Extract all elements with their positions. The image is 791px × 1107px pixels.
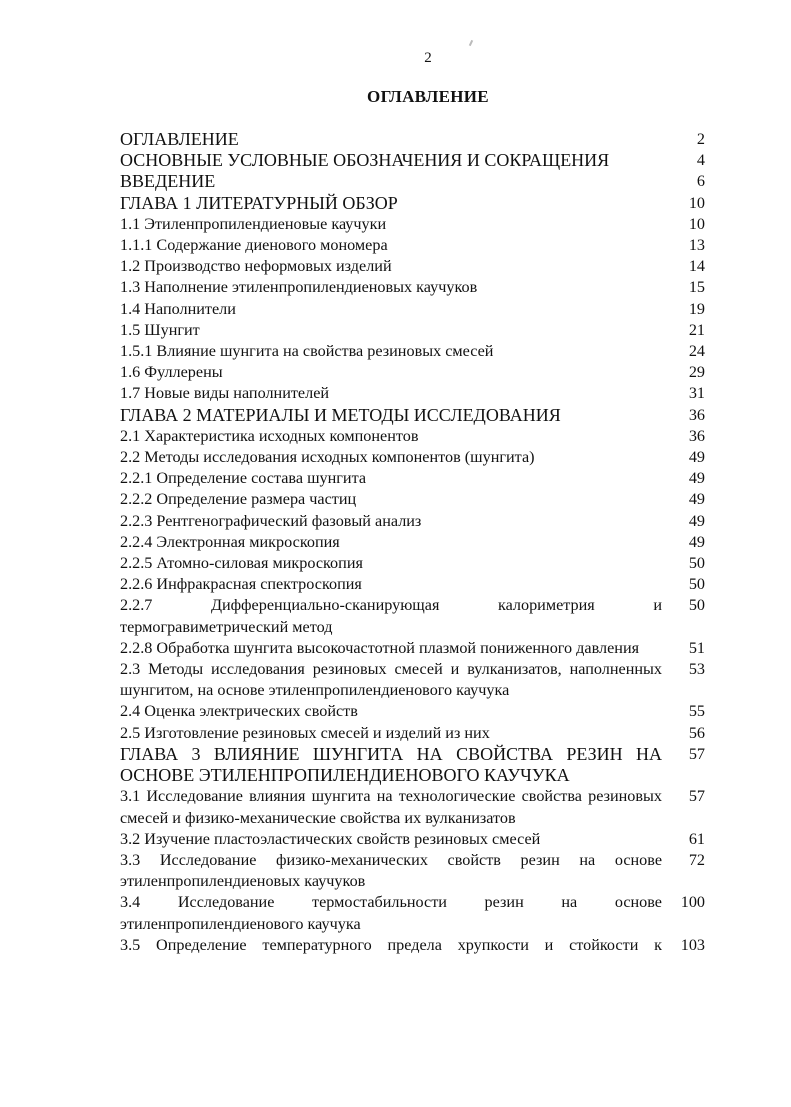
toc-entry [120, 511, 705, 532]
toc-entry [120, 850, 705, 892]
toc-entry [120, 723, 705, 744]
toc-entry-page: 49 [688, 469, 705, 488]
toc-entry-label: 1.3 Наполнение этиленпропилендиеновых каучуков [120, 278, 478, 297]
toc-entry-page: 56 [688, 723, 705, 742]
toc-entry [120, 256, 705, 277]
toc-entry [120, 235, 705, 256]
toc-entry-page: 6 [696, 172, 705, 191]
toc-entry [120, 277, 705, 298]
toc-entry [120, 341, 705, 362]
toc-entry-page: 31 [688, 384, 705, 403]
toc-entry-label: 3.3 Исследование физико-механических свойств резин на основе этиленпропилендиеновых каучуков [120, 850, 662, 891]
toc-entry-label: ГЛАВА 2 МАТЕРИАЛЫ И МЕТОДЫ ИССЛЕДОВАНИЯ [120, 404, 561, 425]
toc-entry-label: 1.6 Фуллерены [120, 363, 223, 382]
toc-entry [120, 426, 705, 447]
toc-entry [120, 299, 705, 320]
toc-entry-page: 100 [680, 893, 705, 912]
toc-entry-page: 72 [688, 850, 705, 869]
toc-entry [120, 405, 705, 426]
toc-entry-label: ОСНОВНЫЕ УСЛОВНЫЕ ОБОЗНАЧЕНИЯ И СОКРАЩЕНИЯ [120, 150, 610, 171]
toc-entry [120, 214, 705, 235]
toc-entry-label: 3.1 Исследование влияния шунгита на технологические свойства резиновых смесей и физико-механические свойства их вулканизатов [120, 787, 662, 827]
toc-entry [120, 553, 705, 574]
toc-entry [120, 320, 705, 341]
toc-entry-label: 2.2.1 Определение состава шунгита [120, 469, 367, 488]
toc-entry [120, 171, 705, 192]
toc-entry-label: 2.2.5 Атомно-силовая микроскопия [120, 554, 363, 573]
toc-entry-page: 50 [688, 554, 705, 573]
toc-entry [120, 447, 705, 468]
toc-entry-label: 1.5.1 Влияние шунгита на свойства резиновых смесей [120, 342, 494, 361]
page-title: ОГЛАВЛЕНИЕ [367, 87, 489, 106]
toc-entry-label: 3.2 Изучение пластоэластических свойств резиновых смесей [120, 829, 541, 848]
toc-entry-label: 2.2.3 Рентгенографический фазовый анализ [120, 511, 422, 530]
toc-entry [120, 935, 705, 956]
toc-entry-page: 2 [696, 130, 705, 148]
toc-entry-page: 4 [696, 151, 705, 170]
toc-entry-label: ГЛАВА 3 ВЛИЯНИЕ ШУНГИТА НА СВОЙСТВА РЕЗИН НА ОСНОВЕ ЭТИЛЕНПРОПИЛЕНДИЕНОВОГО КАУЧУКА [120, 743, 662, 786]
toc-entry-label: ОГЛАВЛЕНИЕ [120, 129, 239, 149]
toc-entry-page: 57 [688, 787, 705, 806]
toc-entry [120, 701, 705, 722]
toc-entry [120, 744, 705, 786]
toc-entry [120, 595, 705, 637]
toc-entry-label: 2.5 Изготовление резиновых смесей и изделий из них [120, 723, 490, 742]
toc-entry-page: 36 [688, 405, 705, 424]
toc-entry-page: 50 [688, 575, 705, 594]
toc-entry-page: 61 [688, 829, 705, 848]
scan-artifact [469, 40, 473, 46]
toc-entry-page: 15 [688, 278, 705, 297]
page-number: 2 [424, 50, 432, 66]
toc-entry-page: 49 [688, 532, 705, 551]
toc-entry-label: ВВЕДЕНИЕ [120, 171, 216, 192]
toc-entry [120, 362, 705, 383]
toc-entry-label: 2.2.4 Электронная микроскопия [120, 532, 340, 551]
toc-entry-label: 2.2.2 Определение размера частиц [120, 490, 357, 509]
toc-entry-page: 13 [688, 236, 705, 255]
toc-entry-label: 3.4 Исследование термостабильности резин на основе этиленпропилендиенового каучука [120, 893, 662, 933]
toc-entry-label: 2.1 Характеристика исходных компонентов [120, 426, 419, 445]
toc-entry-label: 2.2 Методы исследования исходных компонентов (шунгита) [120, 448, 535, 467]
toc-entry-label: 1.7 Новые виды наполнителей [120, 384, 330, 403]
table-of-contents [120, 129, 705, 956]
toc-entry-label: ГЛАВА 1 ЛИТЕРАТУРНЫЙ ОБЗОР [120, 192, 398, 213]
toc-entry-page: 21 [688, 320, 705, 339]
toc-entry-label: 1.4 Наполнители [120, 299, 236, 318]
toc-entry [120, 786, 705, 828]
toc-entry-label: 1.1 Этиленпропилендиеновые каучуки [120, 214, 387, 233]
toc-entry [120, 659, 705, 701]
toc-entry-page: 51 [688, 638, 705, 657]
toc-entry [120, 193, 705, 214]
toc-entry [120, 532, 705, 553]
toc-entry-label: 3.5 Определение температурного предела хрупкости и стойкости к [120, 935, 662, 954]
toc-entry-label: 1.5 Шунгит [120, 320, 200, 339]
toc-entry-page: 10 [688, 193, 705, 212]
toc-entry [120, 574, 705, 595]
toc-entry-page: 49 [688, 490, 705, 509]
toc-entry-page: 19 [688, 299, 705, 318]
toc-entry-page: 10 [688, 214, 705, 233]
toc-entry-label: 1.2 Производство неформовых изделий [120, 257, 392, 276]
toc-entry-page: 29 [688, 363, 705, 382]
toc-entry [120, 129, 705, 150]
toc-entry [120, 829, 705, 850]
toc-entry [120, 638, 705, 659]
toc-entry-page: 55 [688, 702, 705, 721]
toc-entry-page: 24 [688, 342, 705, 361]
toc-entry-page: 49 [688, 511, 705, 530]
toc-entry-page: 36 [688, 426, 705, 445]
toc-entry [120, 468, 705, 489]
toc-entry-page: 50 [688, 596, 705, 615]
toc-entry [120, 892, 705, 934]
toc-entry [120, 489, 705, 510]
toc-entry-page: 53 [688, 660, 705, 679]
toc-entry-page: 57 [688, 744, 705, 763]
toc-entry-label: 1.1.1 Содержание диенового мономера [120, 236, 388, 255]
toc-entry-page: 49 [688, 448, 705, 467]
toc-entry [120, 383, 705, 404]
toc-entry-label: 2.2.8 Обработка шунгита высокочастотной плазмой пониженного давления [120, 638, 640, 657]
toc-entry-page: 14 [688, 257, 705, 276]
toc-entry-label: 2.4 Оценка электрических свойств [120, 702, 358, 721]
toc-entry-label: 2.2.7 Дифференциально-сканирующая калориметрия и термогравиметрический метод [120, 596, 662, 636]
toc-entry-page: 103 [680, 935, 705, 954]
toc-entry [120, 150, 705, 171]
toc-entry-label: 2.2.6 Инфракрасная спектроскопия [120, 575, 362, 594]
toc-entry-label: 2.3 Методы исследования резиновых смесей и вулканизатов, наполненных шунгитом, на основе этиленпропилендиенового каучука [120, 660, 662, 700]
